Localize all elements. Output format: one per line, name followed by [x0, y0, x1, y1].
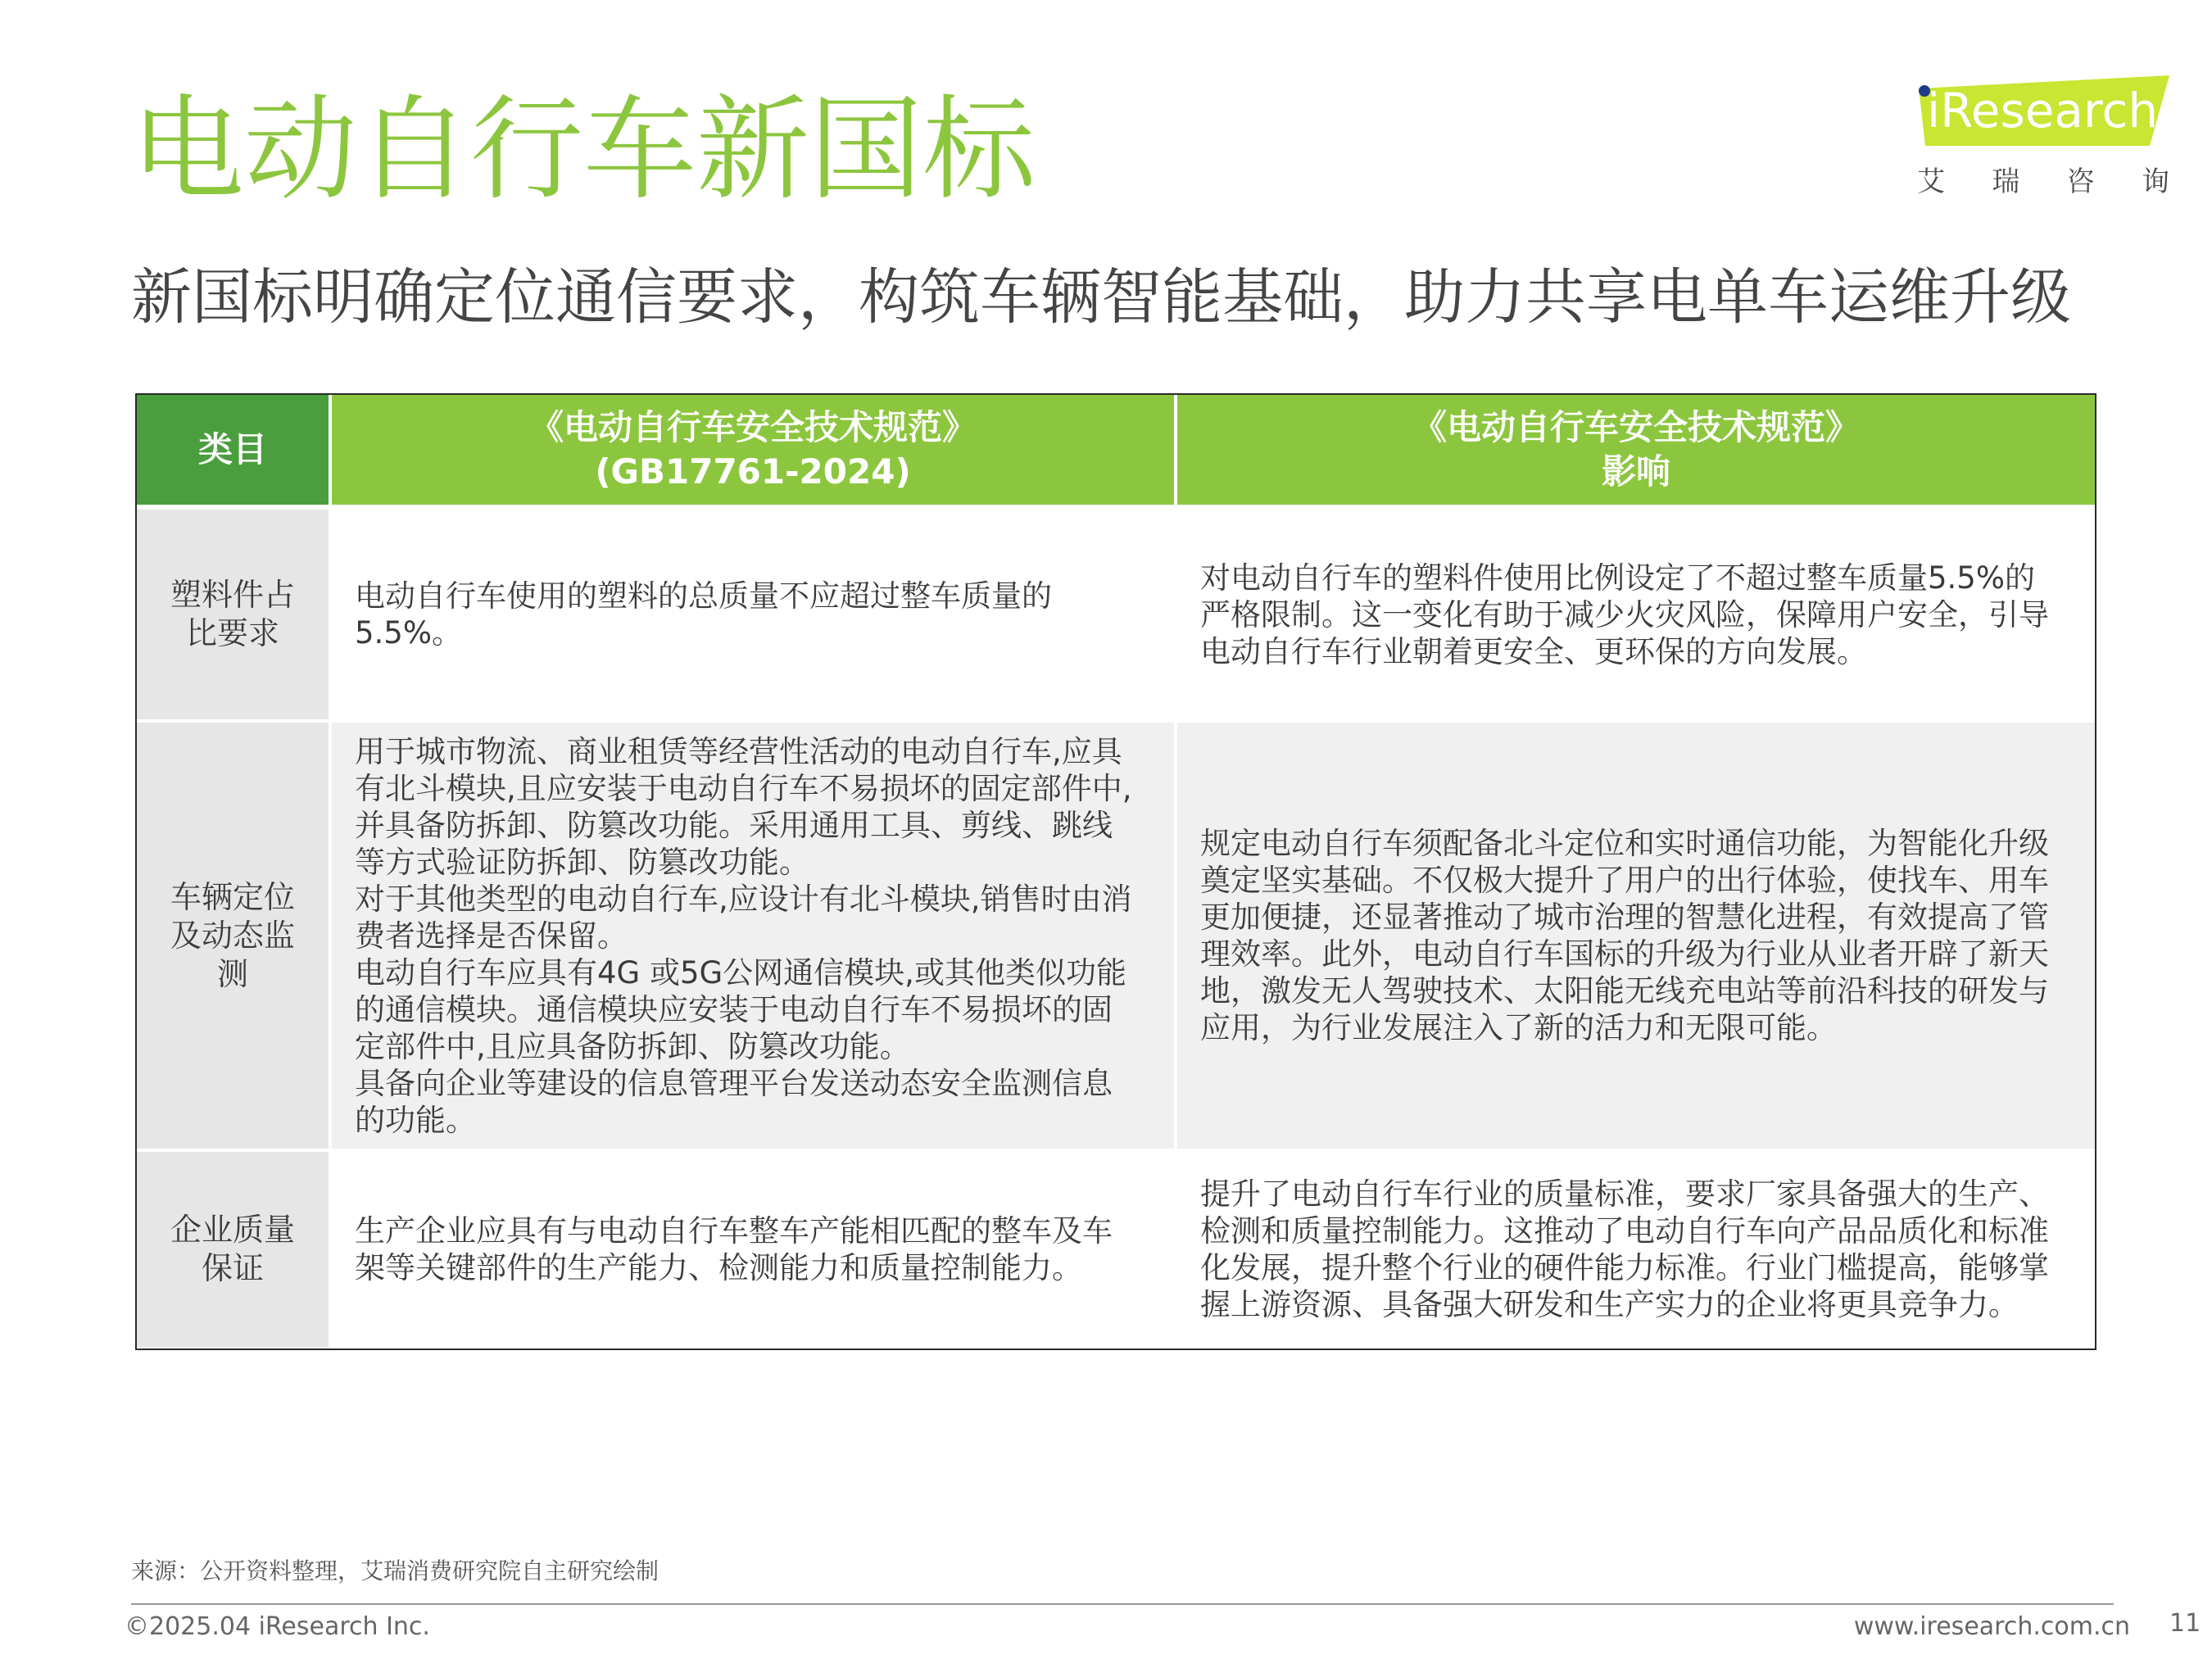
- header-category-label: 类目: [197, 429, 267, 469]
- logo-char: 咨: [2066, 165, 2095, 198]
- header-standard-line1: 《电动自行车安全技术规范》: [528, 407, 977, 447]
- header-impact-line1: 《电动自行车安全技术规范》: [1412, 407, 1860, 447]
- header-category: [137, 395, 332, 505]
- row-impact-plastic: [1177, 505, 2095, 719]
- row-category-positioning: 车辆定位及动态监测: [137, 719, 332, 1149]
- row-impact-quality: [1177, 1149, 2095, 1347]
- logo-wordmark: iResearch: [1927, 83, 2159, 138]
- standard-paragraph: 生产企业应具有与电动自行车整车产能相匹配的整车及车架等关键部件的生产能力、检测能力和质量控制能力。: [355, 1213, 1113, 1285]
- header-standard: [332, 395, 1177, 505]
- copyright-text: ©2025.04 iResearch Inc.: [125, 1612, 430, 1641]
- logo-char: 瑞: [1992, 165, 2020, 198]
- row-category-plastic: 塑料件占比要求: [137, 505, 332, 719]
- header-impact: [1177, 395, 2095, 505]
- header-impact-line2: 影响: [1601, 451, 1670, 492]
- row-category-quality: 企业质量保证: [137, 1149, 332, 1347]
- source-note: 来源：公开资料整理，艾瑞消费研究院自主研究绘制: [131, 1557, 660, 1584]
- standard-paragraph: 用于城市物流、商业租赁等经营性活动的电动自行车,应具有北斗模块,且应安装于电动自行车不易损坏的固定部件中,并具备防拆卸、防篡改功能。采用通用工具、剪线、跳线等方式验证防拆卸、防篡改功能。: [355, 733, 1132, 880]
- standard-paragraph: 电动自行车使用的塑料的总质量不应超过整车质量的5.5%。: [355, 578, 1052, 650]
- standard-text: [355, 578, 1141, 651]
- standard-text: [355, 733, 1141, 1139]
- logo-chinese-name: [1917, 159, 2169, 199]
- logo-char: 艾: [1917, 165, 1945, 198]
- impact-text: 对电动自行车的塑料件使用比例设定了不超过整车质量5.5%的严格限制。这一变化有助于减少火灾风险，保障用户安全，引导电动自行车行业朝着更安全、更环保的方向发展。: [1200, 560, 2049, 669]
- standard-paragraph: 电动自行车应具有4G 或5G公网通信模块,或其他类似功能的通信模块。通信模块应安装于电动自行车不易损坏的固定部件中,且应具备防拆卸、防篡改功能。: [355, 954, 1126, 1064]
- page-subtitle: 新国标明确定位通信要求，构筑车辆智能基础，助力共享电单车运维升级: [131, 262, 2071, 333]
- row-standard-plastic: [332, 505, 1177, 719]
- row-impact-positioning: [1177, 719, 2095, 1149]
- standard-paragraph: 对于其他类型的电动自行车,应设计有北斗模块,销售时由消费者选择是否保留。: [355, 881, 1132, 954]
- page-title: 电动自行车新国标: [131, 84, 1036, 215]
- header-standard-line2: (GB17761-2024): [595, 451, 911, 492]
- iresearch-logo: [1899, 67, 2178, 198]
- impact-text: 规定电动自行车须配备北斗定位和实时通信功能，为智能化升级奠定坚实基础。不仅极大提升了用户的出行体验，使找车、用车更加便捷，还显著推动了城市治理的智慧化进程，有效提高了管理效率。此外，电动自行车国标的升级为行业从业者开辟了新天地，激发无人驾驶技术、太阳能无线充电站等前沿科技的研发与应用，为行业发展注入了新的活力和无限可能。: [1200, 826, 2049, 1045]
- logo-char: 询: [2141, 165, 2169, 198]
- row-standard-positioning: [332, 719, 1177, 1149]
- standard-paragraph: 具备向企业等建设的信息管理平台发送动态安全监测信息的功能。: [355, 1065, 1113, 1138]
- website-link[interactable]: www.iresearch.com.cn: [1853, 1612, 2130, 1641]
- footer-divider: [131, 1603, 2114, 1605]
- standard-text: [355, 1213, 1141, 1286]
- row-standard-quality: [332, 1149, 1177, 1347]
- impact-text: 提升了电动自行车行业的质量标准，要求厂家具备强大的生产、检测和质量控制能力。这推动了电动自行车向产品品质化和标准化发展，提升整个行业的硬件能力标准。行业门槛提高，能够掌握上游资源、具备强大研发和生产实力的企业将更具竞争力。: [1200, 1176, 2049, 1322]
- page-number: 11: [2169, 1609, 2201, 1638]
- standard-comparison-table: [135, 393, 2096, 1350]
